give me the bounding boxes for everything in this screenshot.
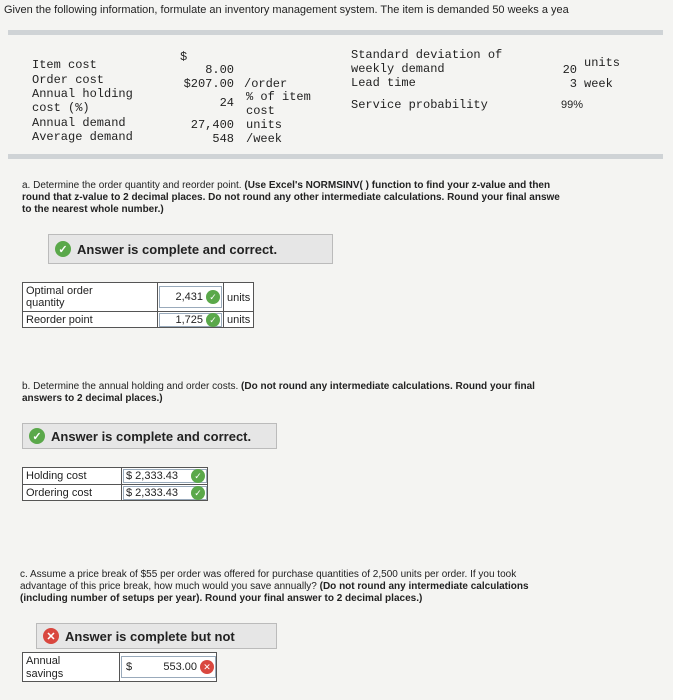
intro-text: Given the following information, formulate an inventory management system. The item is demanded 50 weeks a yea [4, 4, 569, 16]
value-lead-time: 3 [569, 77, 577, 91]
check-circle-icon: ✓ [206, 290, 220, 304]
row-label-holding-cost: Holding cost [26, 470, 87, 482]
part-c-q-line3: (including number of setups per year). Round your final answer to 2 decimal places.) [20, 593, 423, 604]
part-c-q-line1: c. Assume a price break of $55 per order was offered for purchase quantities of 2,500 units per order. If you took [20, 569, 517, 580]
holding-cost-input[interactable] [123, 469, 207, 483]
part-a-answer-table [22, 282, 254, 328]
part-c-q-line2-bold: (Do not round any intermediate calculations [319, 581, 529, 592]
part-a-q-line3: to the nearest whole number.) [22, 204, 164, 215]
part-c-banner-text: Answer is complete but not [65, 628, 235, 644]
label-order-cost: Order cost [32, 73, 105, 87]
part-c-q-line2: advantage of this price break, how much would you save annually? [20, 581, 320, 592]
check-circle-icon: ✓ [191, 469, 205, 483]
label-service-prob: Service probability [351, 98, 488, 112]
unit-std-units: units [584, 56, 621, 70]
value-std-dev: 20 [562, 63, 577, 77]
holding-cost-value: $ 2,333.43 [126, 470, 178, 482]
check-circle-icon: ✓ [206, 313, 220, 327]
optimal-order-input[interactable] [159, 286, 222, 308]
label-weekly-demand: weekly demand [351, 62, 445, 76]
part-b-answer-table [22, 467, 208, 501]
savings-dollar: $ [126, 661, 133, 673]
unit-lead-week: week [584, 77, 613, 91]
part-b-question [22, 381, 535, 405]
unit-pct-item: % of item [246, 90, 311, 104]
check-circle-icon: ✓ [29, 428, 45, 444]
part-b-q-line2: answers to 2 decimal places.) [22, 393, 163, 404]
value-service-prob: 99% [561, 99, 584, 111]
top-divider [8, 30, 663, 35]
row-label-quantity: quantity [26, 297, 65, 309]
unit-cost: cost [246, 104, 275, 118]
dollar-sign: $ [180, 50, 188, 64]
ordering-cost-input[interactable] [123, 486, 207, 500]
unit-units-a1: units [227, 292, 251, 304]
label-std-dev: Standard deviation of [351, 48, 503, 62]
label-annual-demand: Annual demand [32, 116, 126, 130]
check-circle-icon: ✓ [191, 486, 205, 500]
label-annual-holding: Annual holding [32, 87, 133, 101]
reorder-point-input[interactable] [159, 313, 222, 327]
value-holding-pct: 24 [219, 96, 234, 110]
unit-units-a2: units [227, 314, 251, 326]
part-a-q-line1: a. Determine the order quantity and reorder point. [22, 180, 245, 191]
label-cost-pct: cost (%) [32, 101, 90, 115]
part-a-question [22, 180, 560, 216]
part-b-q-line1: b. Determine the annual holding and order costs. [22, 381, 242, 392]
ordering-cost-value: $ 2,333.43 [126, 487, 178, 499]
row-label-ordering-cost: Ordering cost [26, 487, 93, 499]
part-c-answer-table [22, 652, 217, 682]
annual-savings-input[interactable] [121, 656, 216, 678]
row-label-annual: Annual [26, 655, 61, 667]
x-circle-icon: ✕ [200, 660, 214, 674]
unit-week: /week [246, 132, 283, 146]
part-a-banner-text: Answer is complete and correct. [77, 241, 278, 257]
part-c-question [20, 569, 529, 605]
annual-savings-value: 553.00 [163, 661, 197, 673]
part-a-q-line2: round that z-value to 2 decimal places. Do not round any other intermediate calculations. Round your final answe [22, 192, 560, 203]
unit-units: units [246, 118, 283, 132]
part-a-banner [48, 234, 333, 264]
label-lead-time: Lead time [351, 76, 416, 90]
optimal-order-value: 2,431 [175, 291, 203, 303]
value-order-cost: $207.00 [183, 77, 234, 91]
part-b-q-line1-bold: (Do not round any intermediate calculations. Round your final [241, 381, 535, 392]
label-average-demand: Average demand [32, 130, 133, 144]
x-circle-icon: ✕ [43, 628, 59, 644]
value-average-demand: 548 [212, 132, 234, 146]
data-divider [8, 154, 663, 159]
part-b-banner-text: Answer is complete and correct. [51, 428, 252, 444]
value-annual-demand: 27,400 [190, 118, 234, 132]
reorder-point-value: 1,725 [175, 314, 203, 326]
row-label-optimal-order: Optimal order [26, 285, 93, 297]
part-a-q-line1-bold: (Use Excel's NORMSINV( ) function to find your z-value and then [244, 180, 551, 191]
label-item-cost: Item cost [32, 58, 97, 72]
row-label-savings: savings [26, 668, 64, 680]
value-item-cost: 8.00 [205, 63, 234, 77]
row-label-reorder-point: Reorder point [26, 314, 93, 326]
unit-order: /order [244, 77, 288, 91]
check-circle-icon: ✓ [55, 241, 71, 257]
part-b-banner [22, 423, 277, 449]
part-c-banner [36, 623, 277, 649]
